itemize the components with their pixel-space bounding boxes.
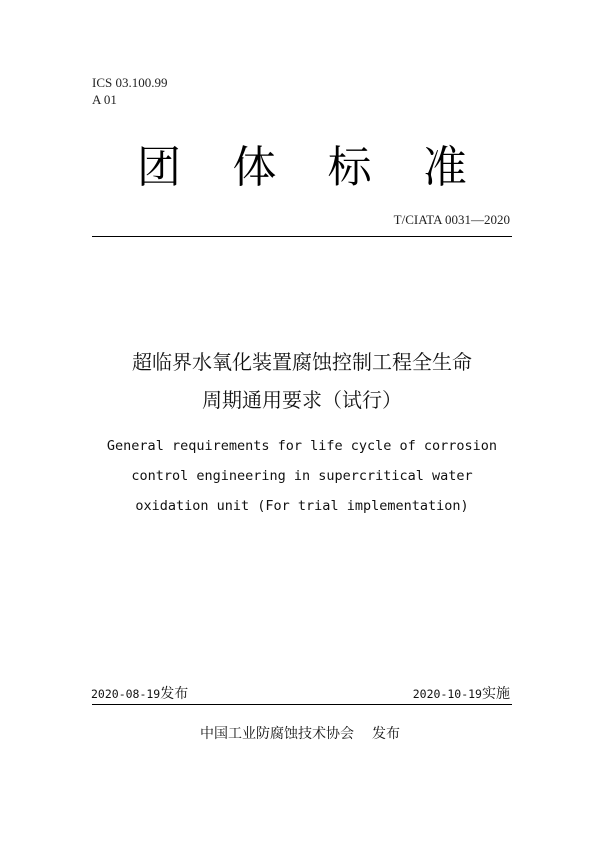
top-divider (92, 236, 512, 237)
ics-code: ICS 03.100.99 (92, 75, 168, 90)
implementation-label: 实施 (482, 686, 510, 702)
implementation-date (413, 685, 510, 704)
publisher-label: 发布 (372, 726, 400, 742)
title-char: 团 (137, 142, 181, 193)
title-char: 体 (232, 142, 277, 193)
ccs-code: A 01 (92, 92, 117, 107)
english-title-line-1: General requirements for life cycle of corrosion (106, 438, 498, 454)
classification-codes (92, 74, 167, 108)
chinese-title-line-1: 超临界水氧化装置腐蚀控制工程全生命 (132, 350, 472, 374)
issue-date-value: 2020-08-19 (91, 687, 161, 701)
publisher-line (0, 724, 600, 744)
standard-number: T/CIATA 0031—2020 (393, 212, 510, 227)
title-char: 标 (327, 142, 372, 193)
issue-label: 发布 (160, 686, 189, 702)
issue-date (91, 685, 188, 704)
english-title-line-2: control engineering in supercritical water (131, 468, 473, 484)
document-type-title (92, 138, 512, 198)
chinese-title-line-2: 周期通用要求（试行） (202, 388, 402, 412)
title-char: 准 (422, 142, 467, 193)
bottom-divider (92, 704, 512, 705)
implementation-date-value: 2020-10-19 (412, 687, 482, 701)
english-title-line-3: oxidation unit (For trial implementation) (135, 498, 469, 514)
publisher-org: 中国工业防腐蚀技术协会 (200, 726, 354, 742)
